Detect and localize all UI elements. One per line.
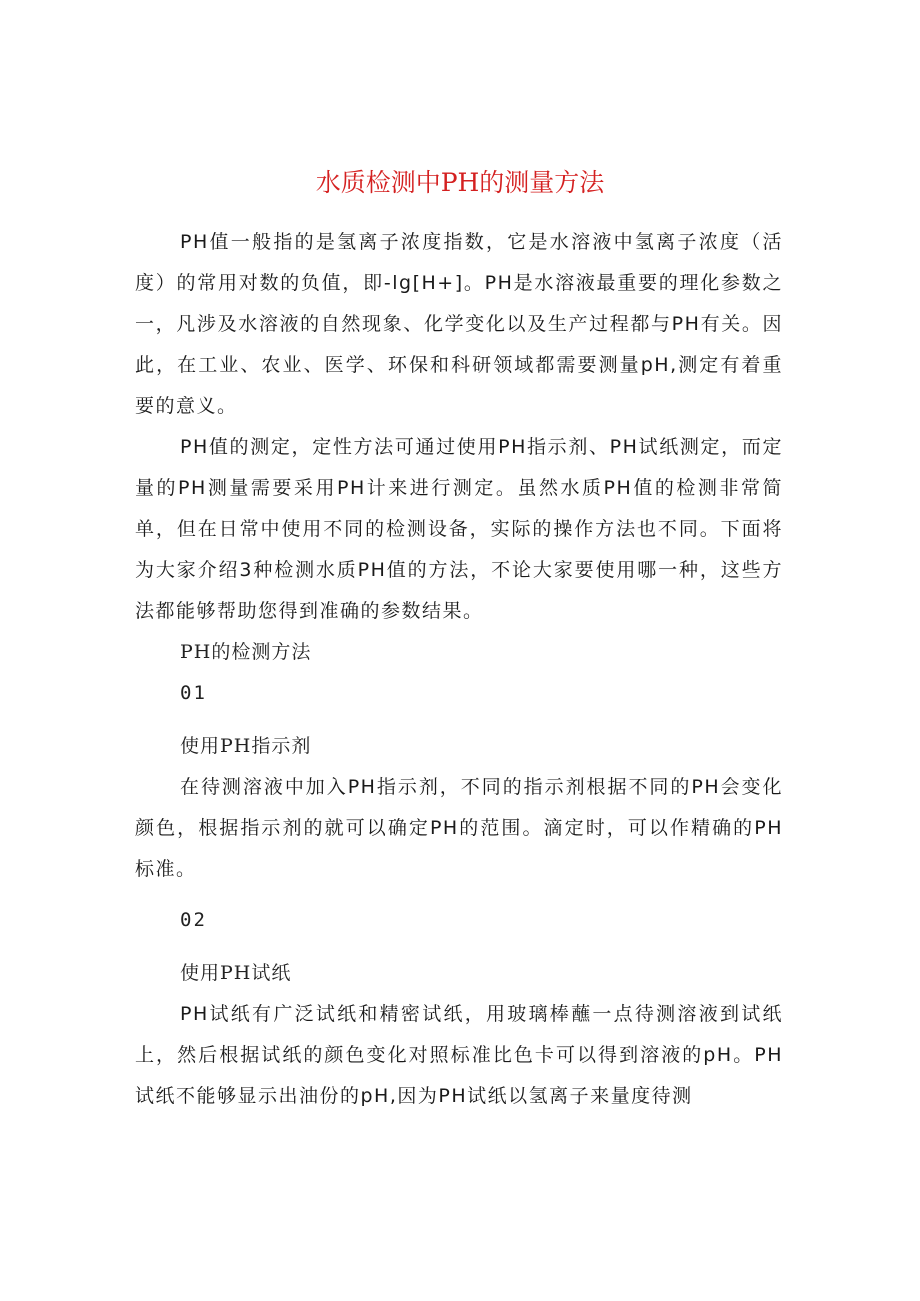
document-body [135,222,783,1117]
intro-paragraph: PH值一般指的是氢离子浓度指数，它是水溶液中氢离子浓度（活度）的常用对数的负值，即-lg[H+]。PH是水溶液最重要的理化参数之一，凡涉及水溶液的自然现象、化学变化以及生产过程都与PH有关。因此，在工业、农业、医学、环保和科研领域都需要测量pH,测定有着重要的意义。 [135,231,783,417]
section-title: 使用PH指示剂 [180,735,312,757]
methods-paragraph: PH值的测定，定性方法可通过使用PH指示剂、PH试纸测定，而定量的PH测量需要采用PH计来进行测定。虽然水质PH值的检测非常简单，但在日常中使用不同的检测设备，实际的操作方法也不同。下面将为大家介绍3种检测水质PH值的方法，不论大家要使用哪一种，这些方法都能够帮助您得到准确的参数结果。 [135,436,783,622]
section-text: 在待测溶液中加入PH指示剂，不同的指示剂根据不同的PH会变化颜色，根据指示剂的就可以确定PH的范围。滴定时，可以作精确的PH标准。 [135,776,783,880]
section-text: PH试纸有广泛试纸和精密试纸，用玻璃棒蘸一点待测溶液到试纸上，然后根据试纸的颜色变化对照标准比色卡可以得到溶液的pH。PH试纸不能够显示出油份的pH,因为PH试纸以氢离子来量度待测 [135,1003,783,1107]
section-title: 使用PH试纸 [180,962,292,984]
document-title: 水质检测中PH的测量方法 [315,168,605,197]
section-heading: PH的检测方法 [180,641,312,663]
section-number: 01 [180,682,207,704]
section-number: 02 [180,909,207,931]
